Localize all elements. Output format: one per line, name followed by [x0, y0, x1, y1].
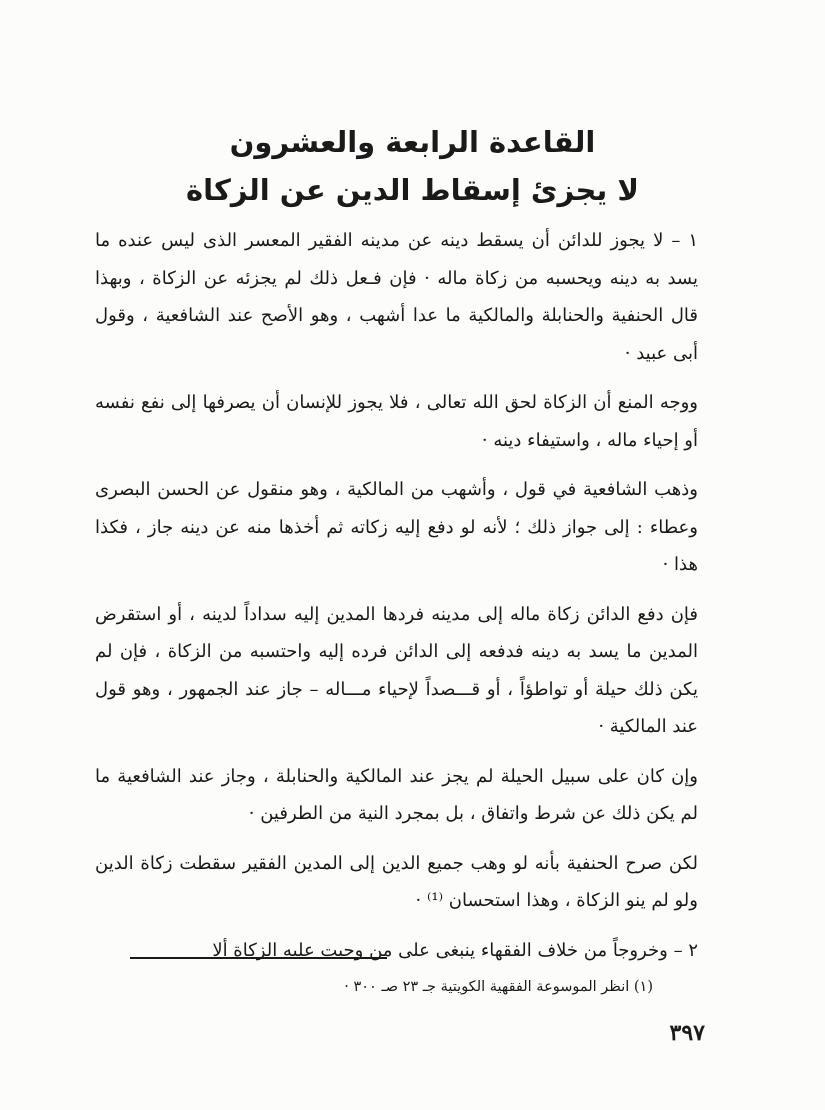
- title-block: [120, 118, 705, 214]
- chapter-subtitle: لا يجزئ إسقاط الدين عن الزكاة: [185, 173, 640, 207]
- paragraph: فإن دفع الدائن زكاة ماله إلى مدينه فردها المدين إليه سداداً لدينه ، أو استقرض المدين ما يسد به دينه فدفعه إلى الدائن فرده إليه واحتسبه من الزكاة ، فإن لم يكن ذلك حيلة أو تواطؤاً ، أو قـــصداً لإحياء مـــاله – جاز عند الجمهور ، وهو قول عند المالكية ·: [95, 603, 698, 737]
- footnote: (١) انظر الموسوعة الفقهية الكويتية جـ ٢٣ صـ ٣٠٠ ·: [344, 979, 653, 995]
- chapter-title: القاعدة الرابعة والعشرون: [229, 125, 596, 159]
- paragraph: وذهب الشافعية في قول ، وأشهب من المالكية ، وهو منقول عن الحسن البصرى وعطاء : إلى جواز ذلك ؛ لأنه لو دفع إليه زكاته ثم أخذها منه عن دينه جاز ، فكذا هذا ·: [95, 479, 698, 575]
- paragraph: وإن كان على سبيل الحيلة لم يجز عند المالكية والحنابلة ، وجاز عند الشافعية ما لم يكن ذلك عن شرط واتفاق ، بل بمجرد النية من الطرفين ·: [95, 765, 698, 824]
- body-text: [95, 222, 698, 969]
- paragraph: ٢ – وخروجاً من خلاف الفقهاء ينبغى على من وجبت عليه الزكاة ألا: [212, 939, 698, 961]
- paragraph: ١ – لا يجوز للدائن أن يسقط دينه عن مدينه الفقير المعسر الذى ليس عنده ما يسد به دينه ويحسبه من زكاة ماله · فإن فـعل ذلك لم يجزئه عن الزكاة ، وبهذا قال الحنفية والحنابلة والمالكية ما عدا أشهب ، وهو الأصح عند الشافعية ، وقول أبى عبيد ·: [95, 230, 698, 364]
- paragraph: ووجه المنع أن الزكاة لحق الله تعالى ، فلا يجوز للإنسان أن يصرفها إلى نفع نفسه أو إحياء ماله ، واستيفاء دينه ·: [95, 392, 698, 451]
- page-number: ٣٩٧: [669, 1020, 705, 1046]
- paragraph: لكن صرح الحنفية بأنه لو وهب جميع الدين إلى المدين الفقير سقطت زكاة الدين ولو لم ينو الزكاة ، وهذا استحسان ⁽¹⁾ ·: [95, 852, 698, 911]
- footnote-divider: [130, 957, 387, 959]
